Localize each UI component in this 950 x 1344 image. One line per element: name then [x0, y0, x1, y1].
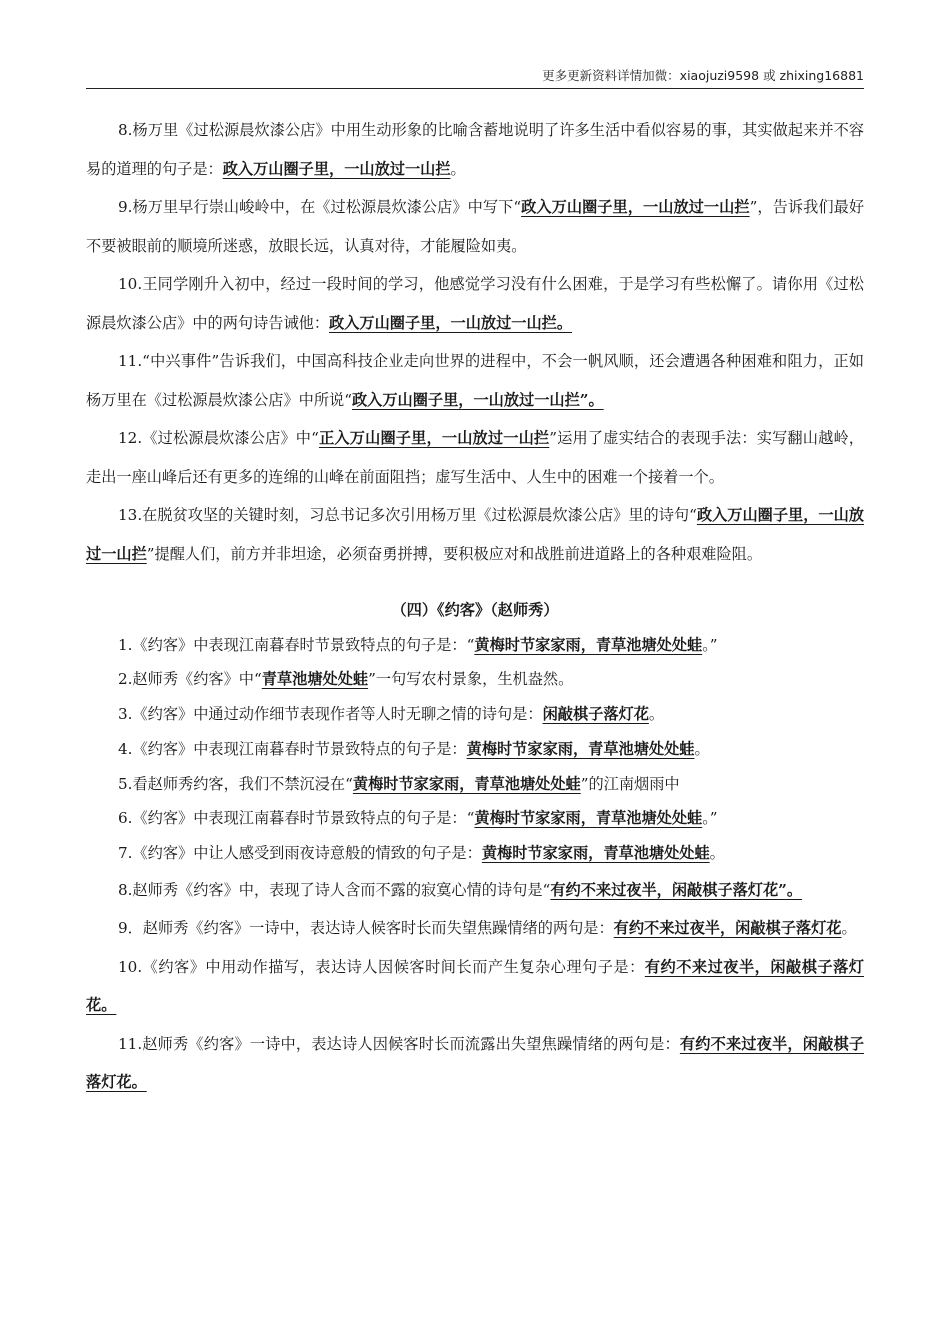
question-item: 8.杨万里《过松源晨炊漆公店》中用生动形象的比喻含蓄地说明了许多生活中看似容易的事，其实做起来并不容易的道理的句子是：政入万山圈子里，一山放过一山拦。 [86, 121, 864, 178]
header-text: 更多更新资料详情加微：xiaojuzi9598 或 zhixing16881 [542, 68, 864, 83]
poem-questions-yang-wanli [86, 111, 864, 573]
question-item: 5.看赵师秀约客，我们不禁沉浸在“黄梅时节家家雨，青草池塘处处蛙”的江南烟雨中 [118, 774, 680, 793]
document-body [86, 111, 864, 1102]
question-item: 10.《约客》中用动作描写，表达诗人因候客时间长而产生复杂心理句子是：有约不来过夜半，闲敲棋子落灯花。 [86, 957, 864, 1015]
page-header [86, 66, 864, 89]
question-item: 11.赵师秀《约客》一诗中，表达诗人因候客时长而流露出失望焦躁情绪的两句是：有约不来过夜半，闲敲棋子落灯花。 [86, 1034, 865, 1092]
question-item: 12.《过松源晨炊漆公店》中“正入万山圈子里，一山放过一山拦”运用了虚实结合的表现手法：实写翻山越岭，走出一座山峰后还有更多的连绵的山峰在前面阻挡；虚写生活中、人生中的困难一个接着一个。 [86, 429, 864, 486]
question-item: 13.在脱贫攻坚的关键时刻，习总书记多次引用杨万里《过松源晨炊漆公店》里的诗句“政入万山圈子里，一山放过一山拦”提醒人们，前方并非坦途，必须奋勇拼搏，要积极应对和战胜前进道路上的各种艰难险阻。 [86, 506, 864, 563]
question-item: 2.赵师秀《约客》中“青草池塘处处蛙”一句写农村景象，生机盎然。 [118, 670, 574, 689]
question-item: 7.《约客》中让人感受到雨夜诗意般的情致的句子是：黄梅时节家家雨，青草池塘处处蛙。 [118, 843, 725, 862]
question-item: 9.杨万里早行崇山峻岭中，在《过松源晨炊漆公店》中写下“政入万山圈子里，一山放过一山拦”，告诉我们最好不要被眼前的顺境所迷惑，放眼长远，认真对待，才能履险如夷。 [86, 198, 865, 255]
question-item: 10.王同学刚升入初中，经过一段时间的学习，他感觉学习没有什么困难，于是学习有些松懈了。请你用《过松源晨炊漆公店》中的两句诗告诫他：政入万山圈子里，一山放过一山拦。 [86, 275, 864, 332]
section-title: （四）《约客》（赵师秀） [391, 601, 559, 619]
question-item: 6.《约客》中表现江南暮春时节景致特点的句子是：“黄梅时节家家雨，青草池塘处处蛙。” [118, 809, 718, 828]
poem-questions-yueke [86, 593, 864, 1102]
question-item: 8.赵师秀《约客》中，表现了诗人含而不露的寂寞心情的诗句是“有约不来过夜半，闲敲棋子落灯花”。 [118, 880, 803, 899]
question-item: 4.《约客》中表现江南暮春时节景致特点的句子是：黄梅时节家家雨，青草池塘处处蛙。 [118, 739, 710, 758]
question-item: 3.《约客》中通过动作细节表现作者等人时无聊之情的诗句是：闲敲棋子落灯花。 [118, 705, 665, 724]
question-item: 9．赵师秀《约客》一诗中，表达诗人候客时长而失望焦躁情绪的两句是：有约不来过夜半，闲敲棋子落灯花。 [118, 919, 857, 938]
question-item: 11.“中兴事件”告诉我们，中国高科技企业走向世界的进程中，不会一帆风顺，还会遭遇各种困难和阻力，正如杨万里在《过松源晨炊漆公店》中所说“政入万山圈子里，一山放过一山拦”。 [86, 352, 864, 409]
question-item: 1.《约客》中表现江南暮春时节景致特点的句子是：“黄梅时节家家雨，青草池塘处处蛙。” [118, 635, 718, 654]
